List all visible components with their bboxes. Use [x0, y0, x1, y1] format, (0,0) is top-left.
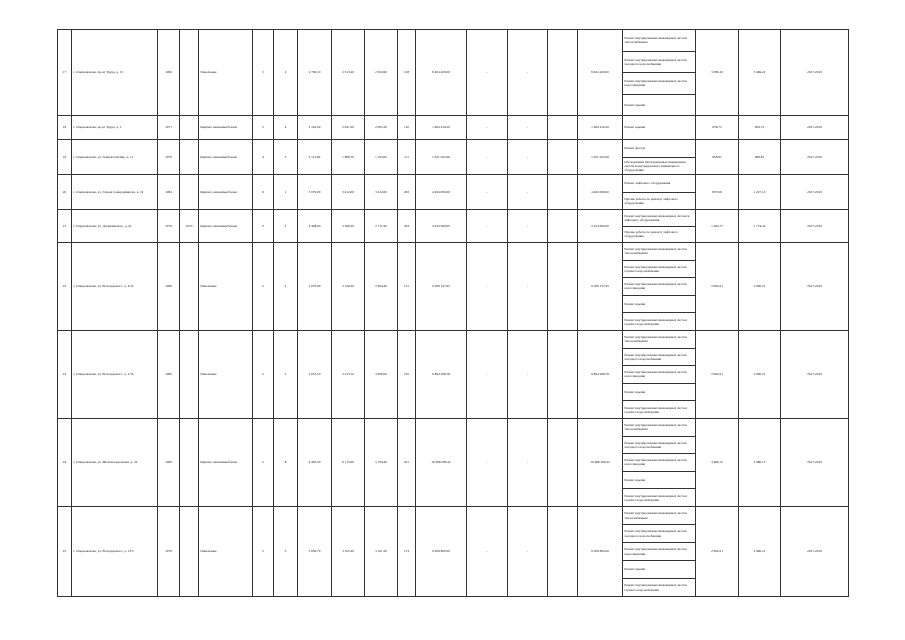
works-list	[623, 140, 695, 174]
row-area-dwellings: 1 193,00	[365, 140, 398, 175]
row-year-commission	[180, 507, 199, 597]
row-wall-material: Кирпич. каменные/блоки	[199, 210, 253, 243]
row-area-living: 6 115,60	[332, 419, 365, 507]
row-area-total: 6 493,30	[298, 419, 332, 507]
row-cost-owners: 9 894 268,78	[578, 331, 623, 419]
row-address: г. Озерновскова, ул. Генерала Бойка, д. 11	[72, 140, 158, 175]
row-cost-owners: 9 208 800,00	[578, 507, 623, 597]
row-fund-local	[548, 243, 578, 331]
row-year-commission	[180, 30, 199, 116]
document-page	[57, 29, 848, 596]
row-max-cost: 2 960,21	[739, 243, 781, 331]
row-floors: 9	[253, 210, 274, 243]
row-area-total: 2 113,90	[298, 140, 332, 175]
row-cost-total: 1 931 022,06	[416, 140, 467, 175]
register-table	[57, 29, 849, 597]
row-address: г. Озерновскова, ул. Дзержинского, д. 41	[72, 210, 158, 243]
row-fund-federal: -	[467, 30, 508, 116]
row-works	[623, 507, 696, 597]
row-address: г. Озерновскова, ул. Героев Северодвинска, д. 19	[72, 175, 158, 210]
row-residents: 111	[398, 140, 416, 175]
row-year-built: 1966	[158, 243, 180, 331]
row-year-built: 1969	[158, 419, 180, 507]
works-list	[623, 419, 695, 506]
row-area-living: 3 130,20	[332, 243, 365, 331]
row-fund-local	[548, 30, 578, 116]
row-area-dwellings: 5 794,40	[365, 419, 398, 507]
row-fund-local	[548, 419, 578, 507]
work-item: Ремонт внутридомовых инженерных систем водоотведения	[623, 454, 695, 472]
table-row	[58, 30, 849, 116]
row-completion-year: 2017-2019	[781, 243, 849, 331]
row-fund-federal: -	[467, 507, 508, 597]
works-list	[623, 331, 695, 418]
row-works	[623, 30, 696, 116]
work-item: Ремонт внутридомовых инженерных систем теплоснабжения	[623, 331, 695, 349]
row-fund-regional: -	[508, 507, 548, 597]
row-address: г. Озерновскова, ул. Железнодорожная, д. 32	[72, 419, 158, 507]
row-max-cost: 3 469,22	[739, 30, 781, 116]
row-entrances: 5	[274, 507, 298, 597]
work-item: Прочие работы по ремонту лифтового оборудования	[624, 196, 678, 205]
row-year-commission	[180, 331, 199, 419]
row-max-cost: 2 960,21	[739, 507, 781, 597]
row-cost-total: 9 308 137,95	[416, 243, 467, 331]
row-works	[623, 331, 696, 419]
row-completion-year: 2017-2019	[781, 331, 849, 419]
row-residents: 203	[398, 210, 416, 243]
table-row	[58, 140, 849, 175]
work-item: Ремонт внутридомовых инженерных систем водоотведения	[623, 73, 695, 95]
row-unit-cost: 1 462,77	[696, 210, 739, 243]
works-list	[623, 175, 695, 209]
row-number: 21	[58, 210, 72, 243]
table-row	[58, 210, 849, 243]
row-floors: 5	[253, 331, 274, 419]
row-completion-year: 2017-2019	[781, 210, 849, 243]
row-residents: 174	[398, 507, 416, 597]
row-works	[623, 243, 696, 331]
row-fund-federal: -	[467, 210, 508, 243]
row-area-total: 2 192,00	[298, 116, 332, 140]
work-item: Ремонт внутридомовых инженерных систем горячего водоснабжения	[624, 583, 687, 592]
table-row	[58, 116, 849, 140]
row-area-dwellings: 2 005,20	[365, 116, 398, 140]
row-year-built: 1979	[158, 210, 180, 243]
row-max-cost: 2 960,21	[739, 331, 781, 419]
work-item: Ремонт крыши	[623, 472, 695, 490]
work-item: Ремонт внутридомовых инженерных систем теплоснабжения	[623, 419, 695, 437]
works-list	[623, 210, 695, 242]
row-wall-material: Кирпич. каменные/блоки	[199, 140, 253, 175]
work-item: Ремонт внутридомовых инженерных систем горячего водоснабжения	[624, 405, 687, 414]
row-fund-regional: -	[508, 243, 548, 331]
row-fund-regional: -	[508, 116, 548, 140]
table-row	[58, 331, 849, 419]
row-area-living: 2 047,20	[332, 116, 365, 140]
row-cost-owners: 5 324 000,00	[578, 210, 623, 243]
row-number: 24	[58, 419, 72, 507]
row-area-total: 3 657,10	[298, 331, 332, 419]
row-fund-local	[548, 331, 578, 419]
work-item: Ремонт внутридомовых инженерных систем горячего водоснабжения	[624, 493, 687, 502]
work-item: Ремонт крыши	[624, 102, 646, 107]
row-wall-material: Кирпич. каменные/блоки	[199, 175, 253, 210]
row-fund-federal: -	[467, 116, 508, 140]
works-list	[623, 30, 695, 115]
works-list	[623, 116, 695, 139]
row-number: 17	[58, 30, 72, 116]
row-cost-total: 16 488 280,42	[416, 419, 467, 507]
work-item: Ремонт внутридомовых инженерных систем холодного водоснабжения	[623, 437, 695, 455]
row-fund-regional: -	[508, 140, 548, 175]
work-item: Ремонт внутридомовых инженерных систем теплоснабжения	[623, 243, 695, 261]
work-item: Ремонт внутридомовых инженерных систем холодного водоснабжения	[623, 525, 695, 543]
row-year-commission	[180, 175, 199, 210]
row-entrances: 4	[274, 116, 298, 140]
row-area-total: 4 398,00	[298, 210, 332, 243]
works-list	[623, 243, 695, 330]
row-completion-year: 2017-2019	[781, 175, 849, 210]
row-wall-material: Панельные	[199, 30, 253, 116]
row-area-dwellings: 2 994,40	[365, 243, 398, 331]
work-item: Ремонт внутридомовых инженерных систем теплоснабжения	[623, 30, 695, 52]
row-fund-federal: -	[467, 175, 508, 210]
row-cost-owners: 9 308 137,95	[578, 243, 623, 331]
row-year-commission	[180, 140, 199, 175]
row-entrances: 2	[274, 30, 298, 116]
work-item: Ремонт крыши	[623, 561, 695, 579]
row-cost-total: 2 024 000,00	[416, 210, 467, 243]
row-max-cost: 1 227,10	[739, 175, 781, 210]
row-entrances: 5	[274, 331, 298, 419]
table-row	[58, 419, 849, 507]
row-fund-local	[548, 507, 578, 597]
work-item: Ремонт крыши	[623, 384, 695, 402]
row-completion-year: 2017-2019	[781, 140, 849, 175]
row-address: г. Озерновскова, ул. Володарского, д. 13/5	[72, 507, 158, 597]
row-wall-material: Кирпич. каменные/блоки	[199, 419, 253, 507]
work-item: Обследование внутридомовых инженерных систем и внутридомового инженерного оборудования	[624, 159, 686, 172]
row-residents: 291	[398, 419, 416, 507]
work-item: Ремонт фасада	[623, 140, 695, 158]
row-wall-material: Кирпич. каменные/блоки	[199, 116, 253, 140]
row-floors: 9	[253, 175, 274, 210]
table-row	[58, 175, 849, 210]
row-works	[623, 419, 696, 507]
row-completion-year: 2017-2019	[781, 116, 849, 140]
row-number: 22	[58, 243, 72, 331]
row-area-living: 3 325,20	[332, 507, 365, 597]
row-year-built: 1976	[158, 140, 180, 175]
row-area-total: 3 979,00	[298, 175, 332, 210]
row-residents: 203	[398, 175, 416, 210]
work-item: Ремонт крыши	[623, 296, 695, 314]
work-item: Ремонт внутридомовых инженерных систем горячего водоснабжения	[623, 261, 695, 279]
row-address: г. Озерновскова, ул. Володарского, д. 17/6	[72, 331, 158, 419]
row-number: 19	[58, 140, 72, 175]
row-works	[623, 175, 696, 210]
row-max-cost: 659,72	[739, 116, 781, 140]
row-year-commission	[180, 419, 199, 507]
row-max-cost: 968,81	[739, 140, 781, 175]
work-item: Ремонт крыши	[624, 125, 646, 130]
row-works	[623, 140, 696, 175]
row-area-dwellings: 2 711,90	[365, 210, 398, 243]
row-floors: 5	[253, 507, 274, 597]
row-area-living: 1 889,70	[332, 140, 365, 175]
row-area-living: 3 399,20	[332, 210, 365, 243]
row-year-built: 1960	[158, 30, 180, 116]
row-entrances: 1	[274, 175, 298, 210]
row-fund-local	[548, 175, 578, 210]
row-cost-total: 8 404 420,00	[416, 30, 467, 116]
row-unit-cost: 2 960,21	[696, 243, 739, 331]
row-number: 23	[58, 331, 72, 419]
row-cost-total: 9 208 800,00	[416, 507, 467, 597]
row-area-dwellings: 3 412,00	[365, 175, 398, 210]
row-fund-local	[548, 116, 578, 140]
row-year-commission: 1979	[180, 210, 199, 243]
work-item: Ремонт лифтового оборудования	[623, 175, 695, 193]
row-area-living: 3 412,00	[332, 175, 365, 210]
work-item: Ремонт внутридомовых инженерных систем и лифтового оборудования	[623, 210, 695, 227]
row-floors: 5	[253, 243, 274, 331]
row-max-cost: 3 480,15	[739, 419, 781, 507]
row-floors: 5	[253, 419, 274, 507]
row-residents: 128	[398, 30, 416, 116]
row-works	[623, 210, 696, 243]
row-residents: 131	[398, 243, 416, 331]
work-item: Ремонт внутридомовых инженерных систем водоотведения	[623, 543, 695, 561]
work-item: Ремонт внутридомовых инженерных систем холодного водоснабжения	[623, 349, 695, 367]
row-area-dwellings: 3 006,00	[365, 331, 398, 419]
row-completion-year: 2017-2019	[781, 30, 849, 116]
row-number: 20	[58, 175, 72, 210]
row-wall-material: Панельные	[199, 507, 253, 597]
row-fund-federal: -	[467, 331, 508, 419]
row-fund-federal: -	[467, 419, 508, 507]
row-unit-cost: 3 480,15	[696, 419, 739, 507]
work-item: Ремонт внутридомовых инженерных систем водоотведения	[623, 366, 695, 384]
row-unit-cost: 968,81	[696, 140, 739, 175]
row-fund-regional: -	[508, 210, 548, 243]
row-number: 18	[58, 116, 72, 140]
row-unit-cost: 659,72	[696, 116, 739, 140]
row-cost-total: 1 664 416,20	[416, 116, 467, 140]
row-cost-owners: 1 664 416,20	[578, 116, 623, 140]
row-completion-year: 2017-2019	[781, 507, 849, 597]
row-year-built: 1970	[158, 507, 180, 597]
row-number: 25	[58, 507, 72, 597]
row-floors: 4	[253, 140, 274, 175]
row-floors: 5	[253, 30, 274, 116]
table-row	[58, 243, 849, 331]
row-area-total: 2 790,10	[298, 30, 332, 116]
row-year-commission	[180, 116, 199, 140]
row-cost-owners: 1 931 022,06	[578, 140, 623, 175]
row-fund-federal: -	[467, 140, 508, 175]
row-entrances: 8	[274, 419, 298, 507]
row-unit-cost: 2 960,21	[696, 507, 739, 597]
row-max-cost: 1 774,42	[739, 210, 781, 243]
row-area-dwellings: 2 504,90	[365, 30, 398, 116]
row-residents: 165	[398, 331, 416, 419]
row-area-total: 3 656,70	[298, 507, 332, 597]
row-year-built: 1984	[158, 175, 180, 210]
row-completion-year: 2017-2019	[781, 419, 849, 507]
row-residents: 110	[398, 116, 416, 140]
row-fund-regional: -	[508, 175, 548, 210]
row-cost-owners: 16 488 280,42	[578, 419, 623, 507]
row-fund-regional: -	[508, 30, 548, 116]
row-address: г. Озерновскова, ул. Володарского, д. 11/6	[72, 243, 158, 331]
row-unit-cost: 837,66	[696, 175, 739, 210]
row-address: г. Озерновскова, пр-кт Труда, д. 15	[72, 30, 158, 116]
row-address: г. Озерновскова, пр-кт Труда, д. 5	[72, 116, 158, 140]
row-area-total: 3 070,80	[298, 243, 332, 331]
row-entrances: 2	[274, 210, 298, 243]
row-unit-cost: 2 060,21	[696, 331, 739, 419]
row-fund-regional: -	[508, 419, 548, 507]
works-list	[623, 507, 695, 596]
row-year-built: 1960	[158, 331, 180, 419]
row-area-dwellings: 3 161,20	[365, 507, 398, 597]
row-fund-regional: -	[508, 331, 548, 419]
row-entrances: 3	[274, 140, 298, 175]
work-item: Ремонт внутридомовых инженерных систем теплоснабжения	[623, 507, 695, 525]
row-fund-local	[548, 140, 578, 175]
row-cost-total: 4 404 000,00	[416, 175, 467, 210]
row-area-living: 2 513,20	[332, 30, 365, 116]
work-item: Ремонт внутридомовых инженерных систем водоотведения	[623, 278, 695, 296]
work-item: Ремонт внутридомовых инженерных систем горячего водоснабжения	[624, 317, 687, 326]
row-year-built: 1971	[158, 116, 180, 140]
row-works	[623, 116, 696, 140]
row-entrances: 4	[274, 243, 298, 331]
row-fund-federal: -	[467, 243, 508, 331]
row-unit-cost: 3 386,10	[696, 30, 739, 116]
row-area-living: 3 215,70	[332, 331, 365, 419]
work-item: Прочие работы по ремонту лифтового оборудования	[624, 230, 678, 239]
row-cost-owners: 8 404 420,00	[578, 30, 623, 116]
row-fund-local	[548, 210, 578, 243]
work-item: Ремонт внутридомовых инженерных систем холодного водоснабжения	[623, 52, 695, 74]
row-wall-material: Панельные	[199, 331, 253, 419]
row-year-commission	[180, 243, 199, 331]
row-cost-owners: 4 404 000,00	[578, 175, 623, 210]
row-cost-total: 9 894 268,78	[416, 331, 467, 419]
row-wall-material: Панельные	[199, 243, 253, 331]
table-row	[58, 507, 849, 597]
row-floors: 5	[253, 116, 274, 140]
